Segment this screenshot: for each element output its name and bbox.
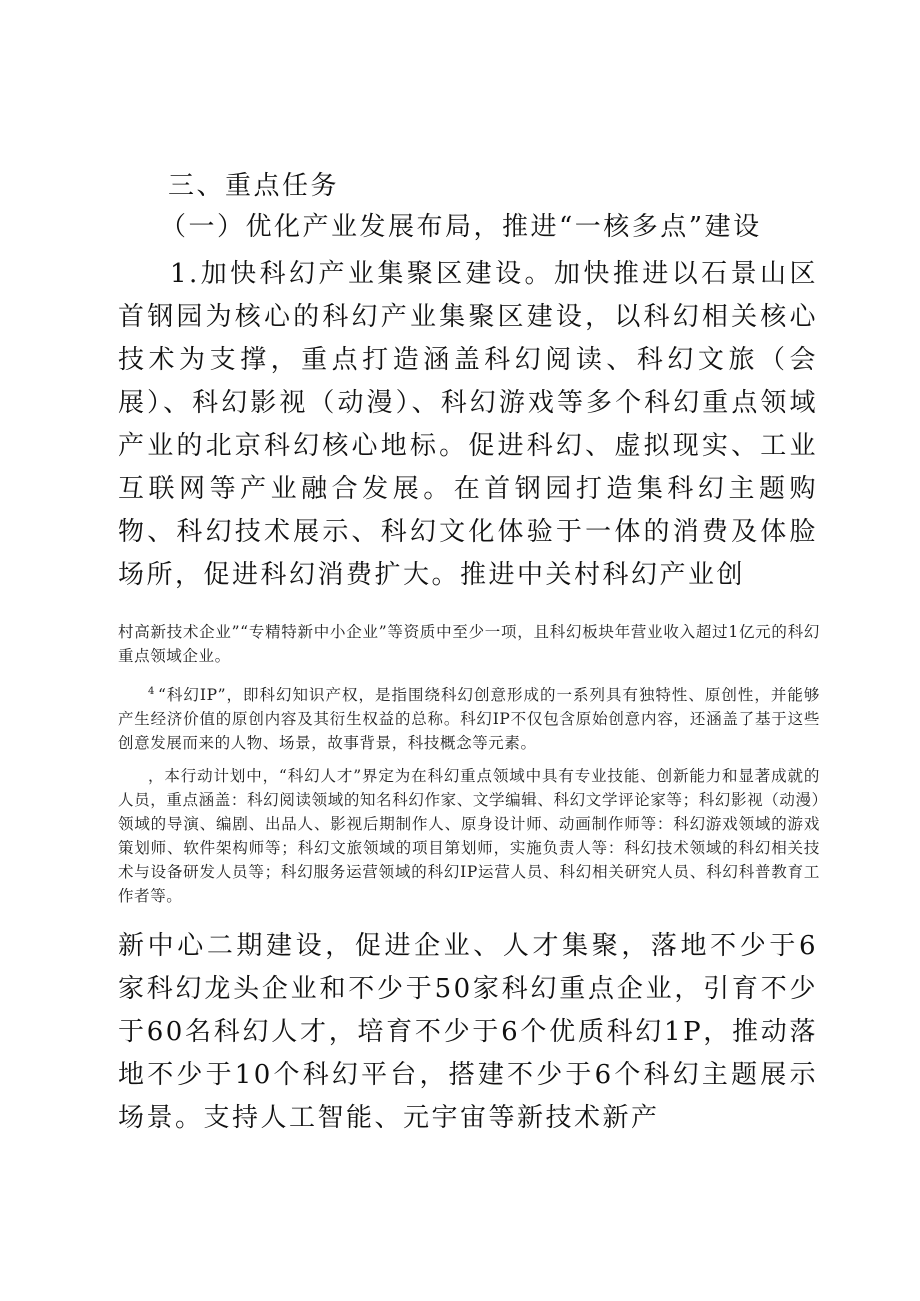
body-paragraph-1: 1.加快科幻产业集聚区建设。加快推进以石景山区首钢园为核心的科幻产业集聚区建设，以科幻相关核心技术为支撑，重点打造涵盖科幻阅读、科幻文旅（会展）、科幻影视（动漫）、科幻游戏等多个科幻重点领域产业的北京科幻核心地标。促进科幻、虚拟现实、工业互联网等产业融合发展。在首钢园打造集科幻主题购物、科幻技术展示、科幻文化体验于一体的消费及体脸场所，促进科幻消费扩大。推进中关村科幻产业创: [118, 259, 818, 590]
section-heading: 三、重点任务: [168, 171, 340, 201]
footnote-4-marker: 4: [148, 686, 155, 697]
footnote-4-text: “科幻IP”，即科幻知识产权，是指围绕科幻创意形成的一系列具有独特性、原创性，并能够产生经济价值的原创内容及其衍生权益的总称。科幻IP不仅包含原始创意内容，还涵盖了基于这些创意发展而来的人物、场景，故事背景，科技概念等元素。: [118, 686, 820, 753]
subsection-heading: （一）优化产业发展布局，推进“一核多点”建设: [160, 212, 762, 242]
footnote-4: [118, 680, 820, 755]
footnote-continuation: 村高新技术企业”“专精特新中小企业”等资质中至少一项，且科幻板块年营业收入超过1亿元的科幻重点领域企业。: [118, 623, 820, 665]
footnote-5: ，本行动计划中，“科幻人才”界定为在科幻重点领域中具有专业技能、创新能力和显著成就的人员，重点涵盖：科幻阅读领域的知名科幻作家、文学编辑、科幻文学评论家等；科幻影视（动漫）领域的导演、编剧、出品人、影视后期制作人、原身设计师、动画制作师等：科幻游戏领域的游戏策划师、软件架构师等；科幻文旅领域的项目第划师，实施负责人等：科幻技术领域的科幻相关技术与设备研发人员等；科幻服务运营领域的科幻IP运营人员、科幻相关研究人员、科幻科普教育工作者等。: [118, 767, 820, 905]
body-paragraph-2: 新中心二期建设，促进企业、人才集聚，落地不少于6家科幻龙头企业和不少于50家科幻重点企业，引育不少于60名科幻人才，培育不少于6个优质科幻1P，推动落地不少于10个科幻平台，搭建不少于6个科幻主题展示场景。支持人工智能、元宇宙等新技术新产: [118, 931, 818, 1133]
